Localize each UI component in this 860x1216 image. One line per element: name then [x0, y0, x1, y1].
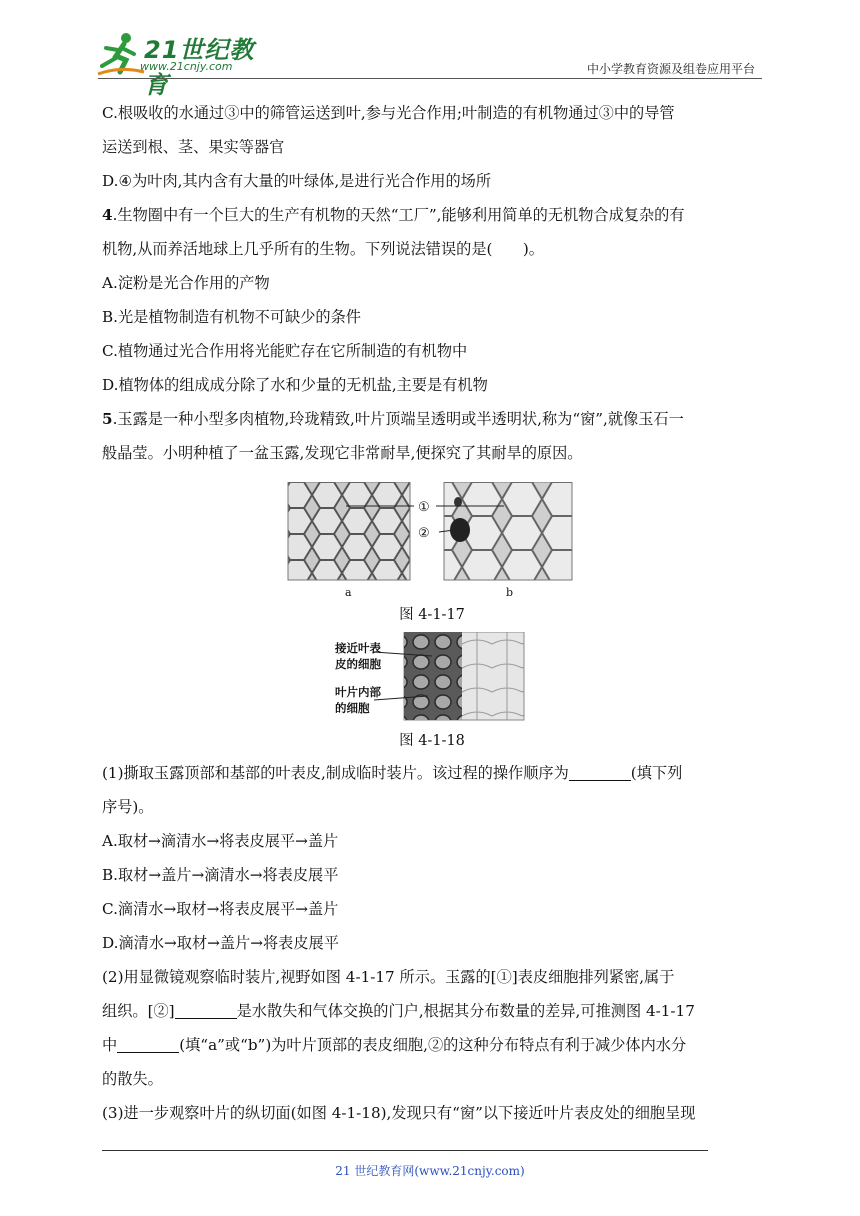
q4-option-a: A.淀粉是光合作用的产物: [102, 274, 270, 292]
figure-4-1-17-caption: 图 4-1-17: [399, 607, 465, 623]
site-logo: [96, 30, 266, 99]
answer-blank-2[interactable]: [175, 1000, 237, 1019]
footer-divider: [102, 1150, 708, 1151]
page-header: [0, 0, 860, 99]
label-near-epidermis-2: 皮的细胞: [335, 657, 381, 671]
q4-stem-line2: 机物,从而养活地球上几乎所有的生物。下列说法错误的是( )。: [102, 240, 544, 258]
q4-option-c: C.植物通过光合作用将光能贮存在它所制造的有机物中: [102, 342, 468, 360]
answer-blank-1[interactable]: [569, 762, 631, 781]
q5-sub2-line4: 的散失。: [102, 1070, 163, 1088]
label-inner-1: 叶片内部: [335, 685, 381, 699]
panel-a-label: a: [345, 586, 352, 599]
label-1: ①: [418, 500, 430, 515]
q3-option-d: D.④为叶肉,其内含有大量的叶绿体,是进行光合作用的场所: [102, 172, 492, 190]
question-content: [102, 96, 762, 1130]
logo-title: 21世纪教育: [144, 36, 255, 99]
q5-sub2-line2: 组织。[②] 是水散失和气体交换的门户,根据其分布数量的差异,可推测图 4-1-17: [102, 1002, 695, 1020]
label-inner-2: 的细胞: [335, 701, 370, 715]
panel-b-label: b: [506, 586, 514, 599]
logo-url: www.21cnjy.com: [140, 60, 233, 73]
q5-sub3-line1: (3)进一步观察叶片的纵切面(如图 4-1-18),发现只有“窗”以下接近叶片表皮处的细胞呈现: [102, 1104, 696, 1122]
micrograph-a: [288, 482, 410, 580]
page-footer: 21 世纪教育网(www.21cnjy.com): [335, 1164, 525, 1178]
label-2: ②: [418, 526, 430, 541]
q5-sub1-option-a: A.取材→滴清水→将表皮展平→盖片: [102, 832, 339, 850]
runner-logo-icon: [96, 30, 146, 78]
q5-sub1-option-d: D.滴清水→取材→盖片→将表皮展平: [102, 934, 339, 952]
header-divider: [98, 78, 762, 79]
leaf-section-micrograph: [102, 632, 762, 726]
q4-stem-line1: 4.生物圈中有一个巨大的生产有机物的天然“工厂”,能够利用简单的无机物合成复杂的有: [102, 206, 685, 224]
q5-sub1-line2: 序号)。: [102, 798, 154, 816]
q5-sub2-line1: (2)用显微镜观察临时装片,视野如图 4-1-17 所示。玉露的[①]表皮细胞排列紧密,属于: [102, 968, 675, 986]
q4-option-d: D.植物体的组成成分除了水和少量的无机盐,主要是有机物: [102, 376, 488, 394]
figure-4-1-18: [102, 632, 762, 726]
epidermis-micrograph: [102, 482, 762, 600]
q5-sub1-option-b: B.取材→盖片→滴清水→将表皮展平: [102, 866, 339, 884]
q5-sub2-line3: 中 (填“a”或“b”)为叶片顶部的表皮细胞,②的这种分布特点有利于减少体内水分: [102, 1036, 687, 1054]
answer-blank-3[interactable]: [117, 1034, 179, 1053]
label-near-epidermis-1: 接近叶表: [335, 641, 381, 655]
q5-stem-line1: 5.玉露是一种小型多肉植物,玲珑精致,叶片顶端呈透明或半透明状,称为“窗”,就像玉石一: [102, 410, 684, 428]
q5-sub1-option-c: C.滴清水→取材→将表皮展平→盖片: [102, 900, 339, 918]
q5-sub1-line1: (1)撕取玉露顶部和基部的叶表皮,制成临时装片。该过程的操作顺序为 (填下列: [102, 764, 683, 782]
q3-option-c-line2: 运送到根、茎、果实等器官: [102, 138, 285, 156]
figure-4-1-18-caption: 图 4-1-18: [399, 733, 465, 749]
q5-stem-line2: 般晶莹。小明种植了一盆玉露,发现它非常耐旱,便探究了其耐旱的原因。: [102, 444, 583, 462]
q4-option-b: B.光是植物制造有机物不可缺少的条件: [102, 308, 361, 326]
platform-name: 中小学教育资源及组卷应用平台: [586, 62, 755, 76]
q5-number: 5: [102, 410, 113, 428]
q4-number: 4: [102, 206, 113, 224]
q3-option-c-line1: C.根吸收的水通过③中的筛管运送到叶,参与光合作用;叶制造的有机物通过③中的导管: [102, 104, 675, 122]
figure-4-1-17: [102, 482, 762, 600]
